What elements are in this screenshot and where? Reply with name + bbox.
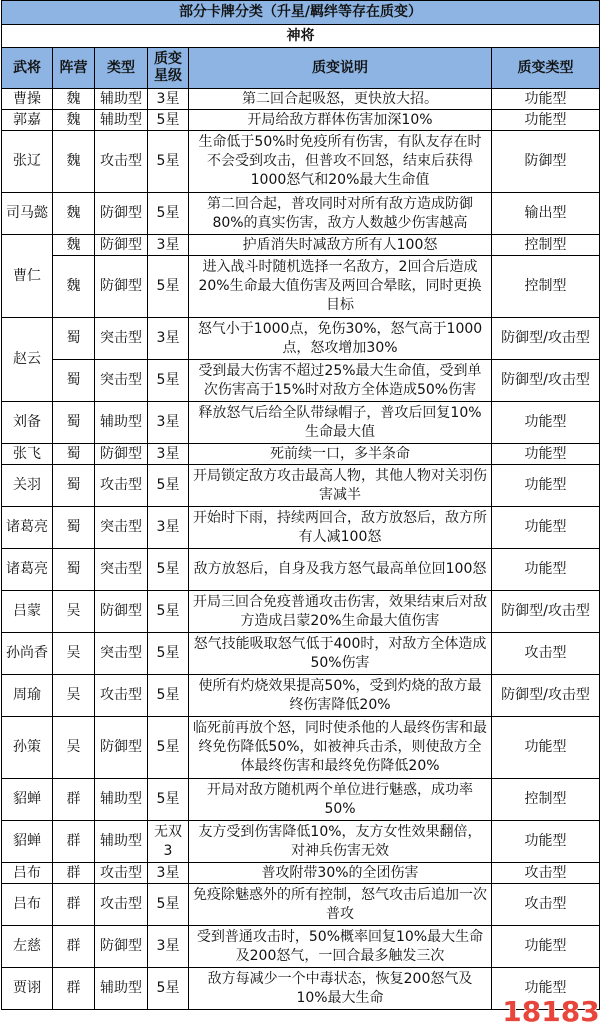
- cell-star: 3星: [148, 444, 189, 465]
- cell-desc: 死前续一口，多半条命: [189, 444, 492, 465]
- cell-name: 关羽: [2, 465, 53, 507]
- cell-faction: 魏: [53, 131, 95, 193]
- cell-desc: 免疫除魅惑外的所有控制，怒气攻击后追加一次普攻: [189, 884, 492, 926]
- cell-name: 孙尚香: [2, 633, 53, 675]
- cell-name: 赵云: [2, 318, 53, 402]
- cell-result: 控制型: [492, 256, 600, 318]
- cell-star: 5星: [148, 633, 189, 675]
- cell-desc: 生命低于50%时免疫所有伤害，有队友存在时不会受到攻击，但普攻不回怒，结束后获得1000怒气和20%最大生命值: [189, 131, 492, 193]
- cell-faction: 蜀: [53, 549, 95, 591]
- cell-star: 无双3: [148, 821, 189, 863]
- cell-desc: 开局给敌方群体伤害加深10%: [189, 110, 492, 131]
- cell-name: 左慈: [2, 926, 53, 968]
- table-row: [2, 591, 600, 633]
- cell-name: 吕布: [2, 863, 53, 884]
- cell-faction: 魏: [53, 89, 95, 110]
- cell-name: 貂蝉: [2, 821, 53, 863]
- cell-type: 辅助型: [95, 968, 148, 1010]
- cell-name: 孙策: [2, 717, 53, 779]
- cell-result: 功能型: [492, 968, 600, 1010]
- cell-faction: 蜀: [53, 402, 95, 444]
- cell-desc: 开局三回合免疫普通攻击伤害，效果结束后对敌方造成吕蒙20%生命最大值伤害: [189, 591, 492, 633]
- cell-star: 3星: [148, 926, 189, 968]
- cell-type: 攻击型: [95, 863, 148, 884]
- cell-star: 5星: [148, 256, 189, 318]
- cell-name: 张辽: [2, 131, 53, 193]
- cell-type: 攻击型: [95, 465, 148, 507]
- table-title: 部分卡牌分类（升星/羁绊等存在质变）: [2, 1, 600, 25]
- cell-desc: 第二回合起吸怒，更快放大招。: [189, 89, 492, 110]
- cell-faction: 群: [53, 863, 95, 884]
- cell-desc: 友方受到伤害降低10%，友方女性效果翻倍，对神兵伤害无效: [189, 821, 492, 863]
- cell-faction: 吴: [53, 591, 95, 633]
- cell-faction: 吴: [53, 717, 95, 779]
- cell-faction: 群: [53, 926, 95, 968]
- cell-type: 突击型: [95, 360, 148, 402]
- cell-result: 控制型: [492, 779, 600, 821]
- header-star: 质变星级: [148, 48, 189, 89]
- cell-result: 防御型: [492, 131, 600, 193]
- cell-result: 功能型: [492, 926, 600, 968]
- cell-star: 5星: [148, 675, 189, 717]
- cell-type: 攻击型: [95, 675, 148, 717]
- cell-name: 曹操: [2, 89, 53, 110]
- header-result: 质变类型: [492, 48, 600, 89]
- cell-type: 辅助型: [95, 821, 148, 863]
- cell-name: 貂蝉: [2, 779, 53, 821]
- cell-faction: 蜀: [53, 444, 95, 465]
- cell-name: 刘备: [2, 402, 53, 444]
- cell-faction: 魏: [53, 110, 95, 131]
- table-row: [2, 507, 600, 549]
- cell-star: 5星: [148, 110, 189, 131]
- cell-desc: 普攻附带30%的全团伤害: [189, 863, 492, 884]
- cell-faction: 蜀: [53, 507, 95, 549]
- cell-result: 功能型: [492, 89, 600, 110]
- cell-result: 攻击型: [492, 633, 600, 675]
- cell-result: 功能型: [492, 821, 600, 863]
- cell-desc: 使所有灼烧效果提高50%，受到灼烧的敌方最终伤害降低20%: [189, 675, 492, 717]
- cell-star: 5星: [148, 591, 189, 633]
- cell-type: 防御型: [95, 235, 148, 256]
- table-row: [2, 717, 600, 779]
- cell-faction: 群: [53, 821, 95, 863]
- cell-star: 5星: [148, 360, 189, 402]
- cell-desc: 开局对敌方随机两个单位进行魅惑，成功率50%: [189, 779, 492, 821]
- cell-name: 曹仁: [2, 235, 53, 318]
- cell-type: 防御型: [95, 717, 148, 779]
- cell-type: 突击型: [95, 318, 148, 360]
- table-row: [2, 318, 600, 360]
- table-row: [2, 675, 600, 717]
- cell-desc: 怒气技能吸取怒气低于400时，对敌方全体造成50%伤害: [189, 633, 492, 675]
- cell-star: 5星: [148, 131, 189, 193]
- cell-result: 防御型/攻击型: [492, 591, 600, 633]
- table-row: [2, 131, 600, 193]
- cell-faction: 吴: [53, 675, 95, 717]
- card-classification-table: [1, 0, 600, 1010]
- cell-result: 功能型: [492, 549, 600, 591]
- cell-type: 突击型: [95, 633, 148, 675]
- cell-star: 3星: [148, 235, 189, 256]
- table-row: [2, 465, 600, 507]
- cell-result: 功能型: [492, 465, 600, 507]
- cell-desc: 护盾消失时减敌方所有人100怒: [189, 235, 492, 256]
- cell-type: 攻击型: [95, 884, 148, 926]
- cell-name: 周瑜: [2, 675, 53, 717]
- cell-star: 5星: [148, 884, 189, 926]
- watermark-text: 18183: [502, 995, 600, 1028]
- cell-result: 控制型: [492, 235, 600, 256]
- table-row: [2, 863, 600, 884]
- cell-desc: 释放怒气后给全队带绿帽子，普攻后回复10%生命最大值: [189, 402, 492, 444]
- cell-desc: 第二回合起，普攻同时对所有敌方造成防御80%的真实伤害，敌方人数越少伤害越高: [189, 193, 492, 235]
- cell-desc: 开始时下雨，持续两回合，敌方放怒后，敌方所有人减100怒: [189, 507, 492, 549]
- table-row: [2, 402, 600, 444]
- section-title: 神将: [2, 25, 600, 48]
- cell-name: 张飞: [2, 444, 53, 465]
- cell-result: 攻击型: [492, 884, 600, 926]
- cell-type: 攻击型: [95, 131, 148, 193]
- cell-result: 功能型: [492, 717, 600, 779]
- cell-faction: 魏: [53, 193, 95, 235]
- cell-result: 防御型/攻击型: [492, 318, 600, 360]
- header-type: 类型: [95, 48, 148, 89]
- cell-desc: 敌方每减少一个中毒状态，恢复200怒气及10%最大生命: [189, 968, 492, 1010]
- cell-faction: 蜀: [53, 465, 95, 507]
- cell-desc: 怒气小于1000点，免伤30%，怒气高于1000点，怒攻增加30%: [189, 318, 492, 360]
- cell-name: 贾诩: [2, 968, 53, 1010]
- cell-type: 防御型: [95, 591, 148, 633]
- cell-star: 3星: [148, 318, 189, 360]
- cell-desc: 进入战斗时随机选择一名敌方，2回合后造成20%生命最大值伤害及两回合晕眩，同时更换目标: [189, 256, 492, 318]
- cell-star: 5星: [148, 779, 189, 821]
- cell-type: 突击型: [95, 549, 148, 591]
- cell-name: 吕蒙: [2, 591, 53, 633]
- cell-desc: 受到普通攻击时，50%概率回复10%最大生命及200怒气，一回合最多触发三次: [189, 926, 492, 968]
- table-row: [2, 444, 600, 465]
- cell-desc: 开局锁定敌方攻击最高人物，其他人物对关羽伤害减半: [189, 465, 492, 507]
- cell-type: 突击型: [95, 507, 148, 549]
- cell-faction: 吴: [53, 633, 95, 675]
- cell-faction: 蜀: [53, 318, 95, 360]
- cell-result: 功能型: [492, 110, 600, 131]
- cell-star: 5星: [148, 549, 189, 591]
- table-row: [2, 884, 600, 926]
- cell-type: 防御型: [95, 256, 148, 318]
- cell-type: 辅助型: [95, 89, 148, 110]
- header-name: 武将: [2, 48, 53, 89]
- cell-faction: 魏: [53, 256, 95, 318]
- cell-result: 功能型: [492, 507, 600, 549]
- table-row: [2, 821, 600, 863]
- cell-faction: 蜀: [53, 360, 95, 402]
- cell-result: 功能型: [492, 402, 600, 444]
- logo-18183-watermark: [502, 988, 600, 1032]
- table-row: [2, 360, 600, 402]
- cell-star: 5星: [148, 193, 189, 235]
- cell-star: 5星: [148, 465, 189, 507]
- cell-name: 诸葛亮: [2, 507, 53, 549]
- header-row: [2, 48, 600, 89]
- cell-name: 司马懿: [2, 193, 53, 235]
- cell-type: 防御型: [95, 926, 148, 968]
- cell-desc: 受到最大伤害不超过25%最大生命值，受到单次伤害高于15%时对敌方全体造成50%伤害: [189, 360, 492, 402]
- cell-faction: 魏: [53, 235, 95, 256]
- section-row: [2, 25, 600, 48]
- cell-type: 辅助型: [95, 779, 148, 821]
- cell-type: 防御型: [95, 444, 148, 465]
- cell-star: 3星: [148, 402, 189, 444]
- table-row: [2, 633, 600, 675]
- cell-result: 攻击型: [492, 863, 600, 884]
- cell-star: 5星: [148, 717, 189, 779]
- table-row: [2, 235, 600, 256]
- table-row: [2, 779, 600, 821]
- cell-result: 防御型/攻击型: [492, 360, 600, 402]
- cell-faction: 群: [53, 779, 95, 821]
- cell-type: 防御型: [95, 193, 148, 235]
- cell-desc: 敌方放怒后，自身及我方怒气最高单位回100怒: [189, 549, 492, 591]
- cell-star: 3星: [148, 89, 189, 110]
- header-faction: 阵营: [53, 48, 95, 89]
- cell-star: 3星: [148, 507, 189, 549]
- cell-star: 5星: [148, 968, 189, 1010]
- title-row: [2, 1, 600, 25]
- cell-name: 吕布: [2, 884, 53, 926]
- cell-type: 辅助型: [95, 402, 148, 444]
- table-row: [2, 926, 600, 968]
- cell-result: 功能型: [492, 444, 600, 465]
- table-row: [2, 193, 600, 235]
- cell-faction: 群: [53, 968, 95, 1010]
- cell-desc: 临死前再放个怒，同时使杀他的人最终伤害和最终免伤降低50%，如被神兵击杀，则使敌方全体最终伤害和最终免伤降低20%: [189, 717, 492, 779]
- cell-star: 3星: [148, 863, 189, 884]
- cell-result: 输出型: [492, 193, 600, 235]
- cell-type: 辅助型: [95, 110, 148, 131]
- cell-name: 诸葛亮: [2, 549, 53, 591]
- table-row: [2, 256, 600, 318]
- cell-faction: 群: [53, 884, 95, 926]
- header-desc: 质变说明: [189, 48, 492, 89]
- table-row: [2, 110, 600, 131]
- table-row: [2, 549, 600, 591]
- table-row: [2, 89, 600, 110]
- cell-result: 防御型/攻击型: [492, 675, 600, 717]
- cell-name: 郭嘉: [2, 110, 53, 131]
